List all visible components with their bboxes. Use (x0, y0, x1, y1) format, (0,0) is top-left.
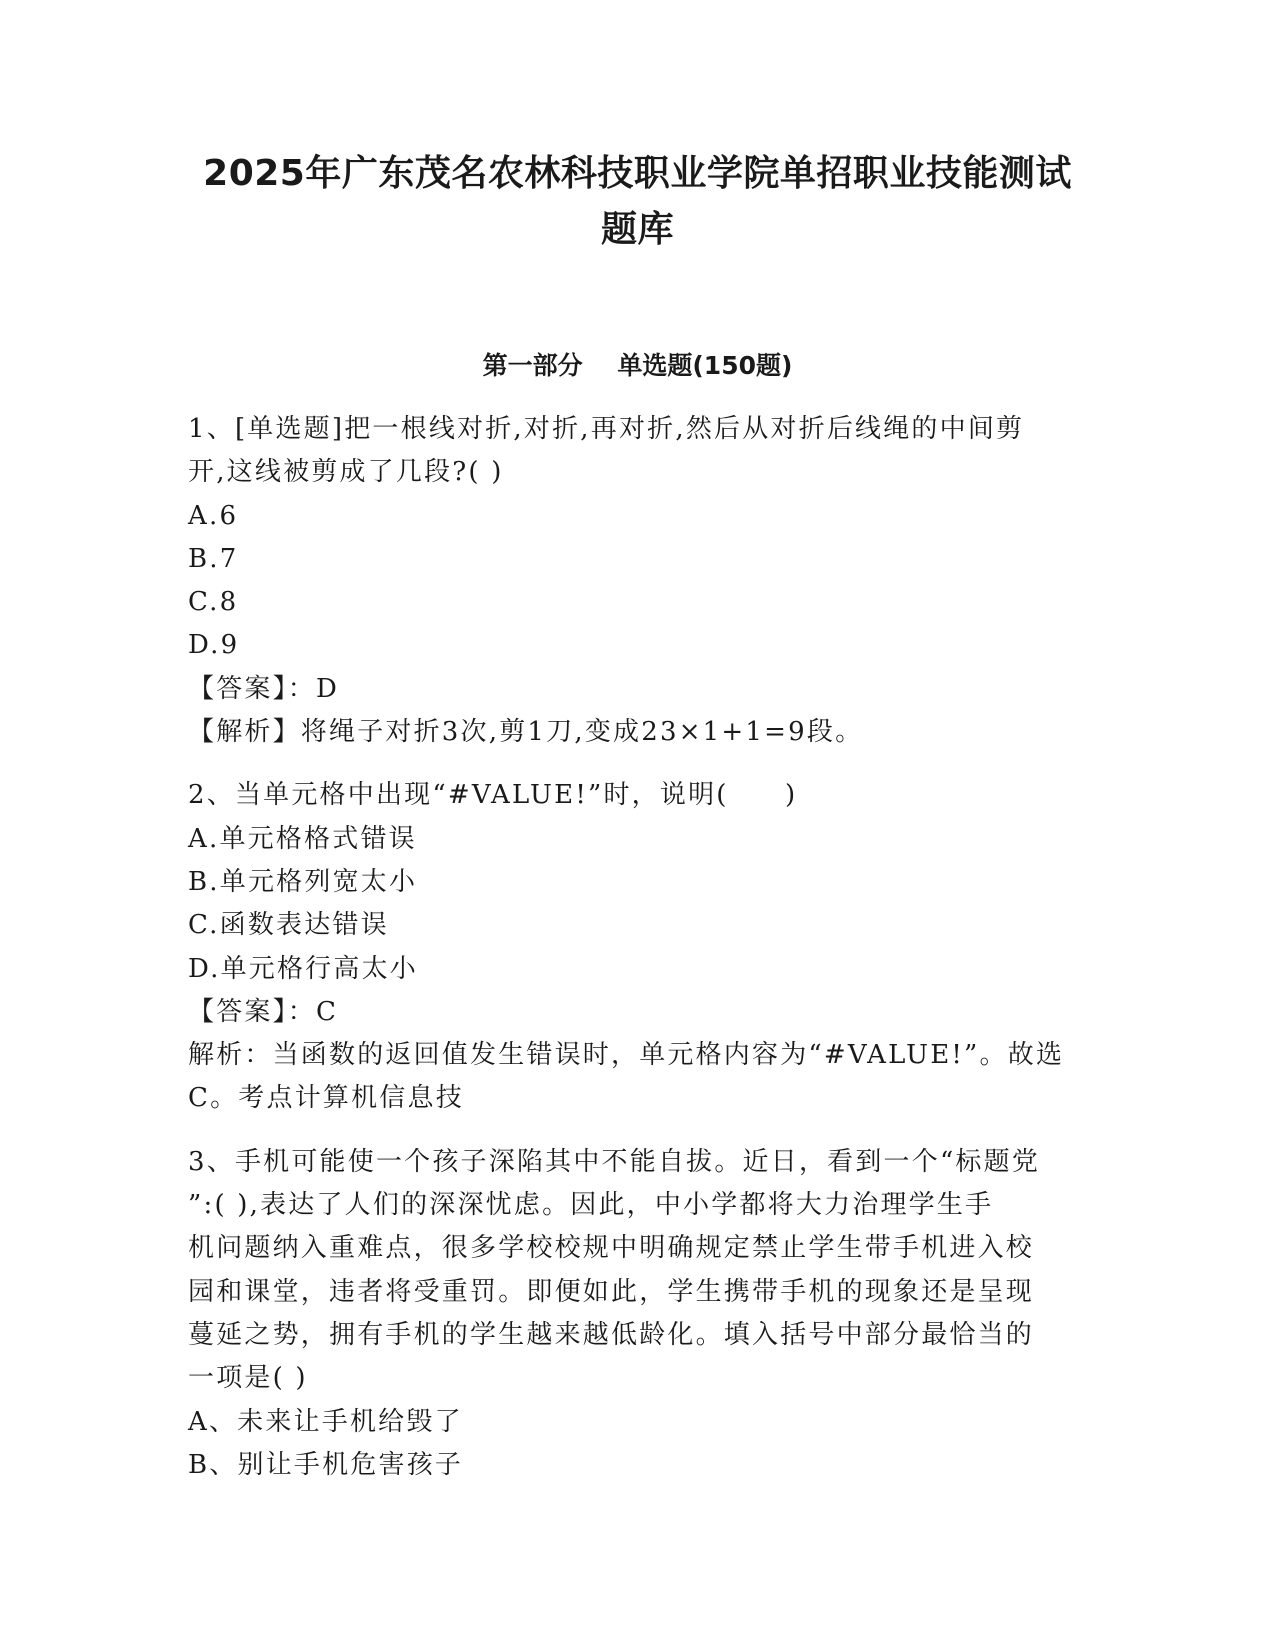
option-a: A、未来让手机给毁了 (188, 1406, 463, 1437)
question-stem-line: 机问题纳入重难点，很多学校校规中明确规定禁止学生带手机进入校 (188, 1233, 1035, 1264)
document-title-line-2: 题库 (600, 209, 674, 250)
option-b: B.单元格列宽太小 (188, 866, 418, 897)
option-b: B、别让手机危害孩子 (188, 1449, 464, 1480)
analysis-line: 解析：当函数的返回值发生错误时，单元格内容为“#VALUE!”。故选 (188, 1040, 1065, 1071)
option-a: A.单元格格式错误 (188, 823, 417, 854)
option-c: C.函数表达错误 (188, 910, 389, 941)
option-c: C.8 (188, 587, 239, 618)
question-1 (188, 408, 1083, 754)
question-3 (188, 1141, 1083, 1487)
question-stem-line: 3、手机可能使一个孩子深陷其中不能自拔。近日，看到一个“标题党 (188, 1146, 1041, 1177)
question-stem-line: 1、[单选题]把一根线对折,对折,再对折,然后从对折后线绳的中间剪 (188, 414, 1025, 444)
question-list (188, 408, 1083, 1487)
answer-line: 【答案】：C (188, 996, 339, 1027)
document-title (150, 146, 1125, 258)
analysis-line: 【解析】将绳子对折3次,剪1刀,变成23×1+1=9段。 (188, 717, 864, 748)
question-2 (188, 774, 1083, 1120)
question-stem-line: 园和课堂，违者将受重罚。即便如此，学生携带手机的现象还是呈现 (188, 1276, 1035, 1307)
question-stem-line: ”:( ),表达了人们的深深忧虑。因此，中小学都将大力治理学生手 (188, 1190, 994, 1221)
option-a: A.6 (188, 500, 239, 531)
question-stem-line: 2、当单元格中出现“#VALUE!”时，说明( ) (188, 780, 798, 811)
option-d: D.单元格行高太小 (188, 953, 418, 984)
answer-line: 【答案】：D (188, 673, 340, 704)
section-title: 第一部分 单选题(150题) (482, 351, 793, 380)
question-stem-line: 一项是( ) (188, 1363, 308, 1394)
question-stem-line: 开,这线被剪成了几段?( ) (188, 457, 504, 488)
question-stem-line: 蔓延之势，拥有手机的学生越来越低龄化。填入括号中部分最恰当的 (188, 1319, 1035, 1350)
analysis-line: C。考点计算机信息技 (188, 1083, 464, 1114)
option-b: B.7 (188, 543, 239, 574)
document-title-line-1: 2025年广东茂名农林科技职业学院单招职业技能测试 (203, 153, 1072, 194)
option-d: D.9 (188, 630, 240, 661)
